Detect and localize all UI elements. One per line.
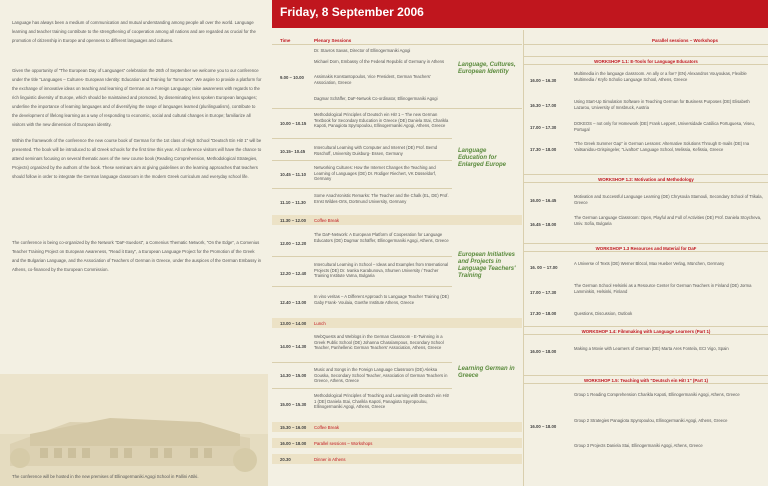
- session-text: Methodological Principles of Deutsch ein Hit! 1 – The new German Textbook for Secondary Education in Greece (DE) Daniela Stai, Charikla Kapoti, Panagiota Spyropoulou, Ellinogermaniki Agogi, Athens, Greece: [314, 112, 449, 129]
- session-time: 12.00 – 12.20: [280, 241, 307, 246]
- session-time: 11.10 – 11.30: [280, 200, 306, 205]
- workshop-heading: WORKSHOP 1.5: Teaching with "Deutsch ein Hit! 1" (Part 1): [524, 375, 768, 384]
- break-time: 15.30 – 16.00: [280, 425, 307, 430]
- workshop-time: 17.30 – 18.00: [530, 311, 557, 316]
- day-title: Friday, 8 September 2006: [280, 5, 424, 19]
- chair: Dr. Stavros Savas, Director of Ellinogermaniki Agogi: [314, 48, 411, 53]
- workshop-time: 16.30 – 17.00: [530, 103, 557, 108]
- workshop-text: Group 1 Reading Comprehension Charikla Kapoti, Ellinogermaniki Agogi, Athens, Greece: [574, 392, 740, 397]
- session-text: Intercultural Learning in School – Ideas and Examples from International Projects (DE) Dr. Ivanka Karabunova, Shumen University / Teacher Training Institute Varna, Bulgaria: [314, 262, 449, 279]
- break-label: Coffee Break: [314, 218, 340, 223]
- workshop-time: 16.00 – 18.00: [530, 349, 557, 354]
- workshop-time: 16.45 – 18.00: [530, 222, 557, 227]
- session-time: 14.00 – 14.30: [280, 344, 307, 349]
- workshop-time: 16. 00 – 17.00: [530, 265, 558, 270]
- intro-paragraph-4: The conference is being co-organized by the Network "DaF-Suedost", a Comenius Thematic Network, "On the Edge", a Comenius Teacher Training Project on European Awareness, "Read it Easy", a European Language Project for the Promotion of the Greek and the Bulgarian Language, and the Association of Teachers of German in Greece, under the auspices of the German Embassy in Athens, co-financed by the European Commission.: [12, 240, 262, 272]
- workshop-text: Motivation and Successful Language Learning (DE) Chrysoula Stamouli, Secondary School of Trikala, Greece: [574, 194, 763, 205]
- break-time: 20.30: [280, 457, 291, 462]
- school-building-illustration: [0, 374, 268, 486]
- session-text: The DaF-Network: A European Platform of Cooperation for Language Educators (DE) Dagmar Schäffer, Ellinogermaniki Agogi, Athens, Greece: [314, 232, 449, 243]
- workshop-time: 16.00 – 16.45: [530, 198, 557, 203]
- workshop-time: 17.30 – 18.00: [530, 147, 557, 152]
- divider: [272, 362, 452, 363]
- col-time-header: Time: [280, 38, 291, 43]
- col-plenary-header: Plenary Sessions: [314, 38, 352, 43]
- workshop-text: Group 3 Projects Daniela Stai, Ellinogermaniki Agogi, Athens, Greece: [574, 443, 703, 448]
- column-divider: [523, 30, 524, 486]
- divider: [524, 44, 768, 45]
- intro-paragraph-3: Within the framework of the conference the new course book of German for the 1st class of High School "Deutsch Ein Hit! 1" will be presented. The book will be introduced to all Greek schools for the first time this year. All conference visitors will have the chance to attend seminars focusing on several thematic axes of the new course book (Reading Comprehension, Methodological Strategies, Projects) organized by the authors of the book. These seminars aim at giving guidelines on the learning approaches that teachers should follow in order to integrate the German language classroom in the modern Greek curriculum and everyday school life.: [12, 138, 262, 179]
- workshop-heading: WORKSHOP 1.2: Motivation and Methodology: [524, 174, 768, 183]
- workshop-time: 16.00 – 16.30: [530, 78, 557, 83]
- workshop-time: 17.00 – 17.30: [530, 290, 557, 295]
- workshop-text: Multimedia in the language classroom. An ally or a foe? (EN) Alexandros Vouyoukas, Flexible Multimedia / Kryfo Scholio Language School, Athens, Greece: [574, 71, 747, 82]
- workshop-time: 16.00 – 18.00: [530, 424, 557, 429]
- break-label: Dinner in Athens: [314, 457, 346, 462]
- session-time: 10.15– 10.45: [280, 149, 306, 154]
- workshop-text: The German School Helsinki as a Resource Center for German Teachers in Finland (DE) Jorma Lamminkiö, Helsinki, Finland: [574, 283, 752, 294]
- workshop-text: The German Language Classroom: Open, Playful and Full of Activities (DE) Prof. Daniela Stoycheva, Univ. Sofia, Bulgaria: [574, 215, 762, 226]
- session-text: WebQuests and Weblogs in the German Classroom - E-Twinning in a Greek Public School (DE) Johanna Charalampous, Secondary School Teacher, Panhellenic German Teachers' Association, Athens, Greece: [314, 334, 444, 351]
- session-text: In vino veritas – A Different Approach to Language Teacher Training (DE) Gaby Frank- Voulaia, Goethe Institute Athens, Greece: [314, 294, 449, 305]
- session-time: 10.45 – 11.10: [280, 172, 307, 177]
- session-time: 15.00 – 15.30: [280, 402, 307, 407]
- workshop-text: DOKEOS – not only for Homework (DE) Frank Leppert, Universidade Católica Portuguesa, Viseu, Portugal: [574, 121, 755, 132]
- theme-label: Language Education for Enlarged Europe: [458, 148, 507, 168]
- theme-label: Learning German in Greece: [458, 366, 515, 379]
- workshop-text: Group 2 Strategies Panagiota Spyropoulou, Ellinogermaniki Agogi, Athens, Greece: [574, 418, 728, 423]
- divider: [272, 256, 452, 257]
- break-time: 16.00 – 18.00: [280, 441, 307, 446]
- session-text: Music and Songs in the Foreign Language Classroom (DE) Aleksa Gouska, Secondary School Teacher, Association of German Teachers in Greece, Athens, Greece: [314, 367, 448, 384]
- workshop-time: 17.00 – 17.30: [530, 125, 557, 130]
- coffee-break-row: [272, 215, 522, 225]
- session-speaker: Michael Dorn, Embassy of the Federal Republic of Germany in Athens: [314, 59, 445, 64]
- divider: [272, 286, 452, 287]
- theme-label: European Initiatives and Projects in Language Teachers' Training: [458, 252, 516, 279]
- intro-paragraph-2: Given the opportunity of "The European Day of Languages" celebration the 26th of September we welcome you to our conference under the title "Languages – Cultures- European Identity: Education and Training for Tomorrow". We aspire to provide a platform for the exchange of innovative ideas on teaching and learning of German as a Foreign Language; raise awareness with regards to the rich linguistic diversity of Europe, which should be maintained and promoted, by disseminating less spoken European languages; underline the importance of learning languages and of diversifying the range of languages learned (plurilingualism), contribute to the development of lifelong learning as a way of responding to economic, social and cultural changes in Europe; familiarize all visitors with the new dimension of European identity.: [12, 68, 262, 127]
- session-text: Networking Cultures: How the Internet Changes the Teaching and Learning of Languages (DE) Dr. Rüdiger Riechert, VK Düsseldorf, Germany: [314, 165, 436, 182]
- session-speaker: Assimakis Konstantopoulos, Vice President, German Teachers' Association, Greece: [314, 74, 431, 85]
- workshop-text: Using Start-Up Simulation Software in Teaching German for Business Purposes (DE) Elisabeth Lazarou, University of Innsbruck, Austria: [574, 99, 750, 110]
- divider: [272, 188, 452, 189]
- theme-label: Language, Cultures, European Identity: [458, 62, 516, 75]
- session-speaker: Dagmar Schäffer, DaF-Netwok Co-ordinator, Ellinogermaniki Agogi: [314, 96, 438, 101]
- session-time: 12.40 – 13.00: [280, 300, 307, 305]
- divider: [272, 138, 452, 139]
- session-text: Intercultural Learning with Computer and Internet (DE) Prof. Bernd Rüschoff, University Duisburg- Essen, Germany: [314, 145, 438, 156]
- break-time: 11.30 – 12.00: [280, 218, 307, 223]
- intro-paragraph-1: Language has always been a medium of communication and mutual understanding among people all over the world. Language learning and teacher training contribute to the strengthening of cooperation among all nations and are regarded as crucial for the promotion of citizenship in Europe and openness to different languages and cultures.: [12, 20, 256, 43]
- session-time: 12.20 – 12.40: [280, 271, 307, 276]
- break-label: Coffee Break: [314, 425, 340, 430]
- session-text: Methodological Principles of Teaching and Learning with Deutsch ein Hit! 1 (DE) Daniela Stai, Charikla Kapoti, Panagiota Spyropoulou, Ellinogermaniki Agogi, Athens, Greece: [314, 393, 449, 410]
- session-time: 10.00 – 10.15: [280, 121, 307, 126]
- break-label: Parallel sessions – Workshops: [314, 441, 373, 446]
- divider: [272, 160, 452, 161]
- venue-note: The conference will be hosted in the new premises of Ellinogermaniki Agogi School in Pallini Attiki.: [12, 474, 199, 479]
- coffee-break-row: [272, 422, 522, 432]
- divider: [272, 388, 452, 389]
- col-parallel-header: Parallel sessions – Workshops: [652, 38, 718, 43]
- session-time: 14.30 – 15.00: [280, 373, 307, 378]
- divider: [272, 44, 522, 45]
- session-time: 9.00 – 10.00: [280, 75, 304, 80]
- divider: [272, 108, 522, 109]
- parallel-sessions-row: [272, 438, 522, 448]
- workshop-text: "The Greek Summer Gap" in German Lessons: Alternative Solutions Through E-mails (DE) Ina Vaitsanidou-Grispingeler, "Livaftos" Language School, Melissia, Kefissia, Greece: [574, 141, 750, 152]
- day-header: [272, 0, 768, 28]
- dinner-row: [272, 454, 522, 464]
- break-time: 13.00 – 14.00: [280, 321, 307, 326]
- program-area: [272, 0, 768, 486]
- workshop-text: Making a Movie with Learners of German (DE) Marta Ares Fontela, ECI Vigo, Spain: [574, 346, 729, 351]
- workshop-heading: WORKSHOP 1.3 Resources and Material for DaF: [524, 243, 768, 252]
- workshop-heading: WORKSHOP 1.4: Filmmaking with Language Learners (Part 1): [524, 326, 768, 335]
- break-label: Lunch: [314, 321, 326, 326]
- intro-column: [0, 0, 268, 486]
- workshop-heading: WORKSHOP 1.1: E-Tools for Language Educators: [524, 56, 768, 65]
- lunch-row: [272, 318, 522, 328]
- session-text: Some Anachronistic Remarks: The Teacher and the Chalk (EL, DE) Prof. Ernst Wildes-Orts, Dortmund University, Germany: [314, 193, 449, 204]
- workshop-text: Questions, Discussion, Outlook: [574, 311, 633, 316]
- workshop-text: A Universe of Texts (DE) Werner Blöcol, Max Hueber Verlag, München, Germany: [574, 261, 725, 266]
